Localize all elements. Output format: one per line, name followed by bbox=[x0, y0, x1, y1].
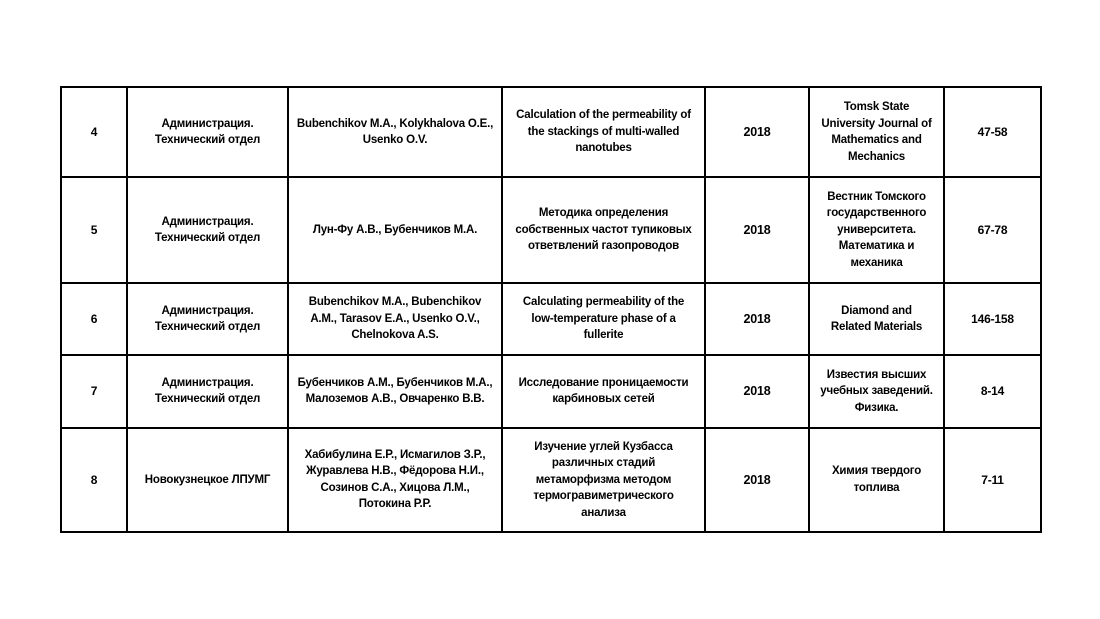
journal-line: учебных заведений. bbox=[820, 385, 933, 398]
publication-title-line: карбиновых сетей bbox=[552, 393, 655, 406]
table-row bbox=[61, 355, 1041, 427]
organization-line: Администрация. bbox=[161, 376, 254, 389]
authors-line: Chelnokova A.S. bbox=[351, 329, 439, 342]
organization-cell bbox=[127, 428, 288, 533]
table-row bbox=[61, 177, 1041, 282]
journal-line: Вестник Томского bbox=[827, 190, 926, 203]
publication-title-line: fullerite bbox=[583, 329, 624, 342]
journal-line: University Journal of bbox=[821, 117, 932, 130]
publication-title-cell bbox=[502, 428, 705, 533]
journal-line: топлива bbox=[853, 481, 900, 494]
organization-line: Новокузнецкое ЛПУМГ bbox=[144, 473, 271, 486]
publications-table-body bbox=[61, 87, 1041, 532]
authors-line: Лун-Фу А.В., Бубенчиков М.А. bbox=[312, 223, 478, 236]
publication-title-line: the stackings of multi-walled bbox=[527, 125, 680, 138]
journal-cell bbox=[809, 428, 944, 533]
publication-title-line: Calculation of the permeability of bbox=[516, 109, 691, 122]
organization-line: Администрация. bbox=[161, 117, 254, 130]
table-row bbox=[61, 87, 1041, 177]
journal-cell bbox=[809, 177, 944, 282]
publication-title-line: nanotubes bbox=[575, 142, 632, 155]
row-number-cell: 5 bbox=[61, 177, 127, 282]
journal-line: Tomsk State bbox=[843, 101, 910, 114]
publication-title-line: различных стадий bbox=[551, 457, 656, 469]
pages-cell: 8-14 bbox=[944, 355, 1041, 427]
authors-line: Малоземов А.В., Овчаренко В.В. bbox=[305, 393, 485, 406]
publication-title-line: собственных частот тупиковых bbox=[515, 223, 692, 236]
journal-line: Diamond and bbox=[841, 304, 912, 317]
authors-line: Журавлева Н.В., Фёдорова Н.И., bbox=[306, 465, 484, 478]
publication-title-line: термогравиметрического bbox=[533, 490, 674, 502]
authors-line: Bubenchikov M.A., Kolykhalova O.E., bbox=[296, 117, 494, 130]
pages-cell: 7-11 bbox=[944, 428, 1041, 533]
authors-line: Хабибулина Е.Р., Исмагилов З.Р., bbox=[304, 448, 486, 461]
authors-line: Созинов С.А., Хицова Л.М., bbox=[320, 481, 470, 494]
publication-title-line: ответвлений газопроводов bbox=[527, 240, 680, 253]
journal-line: механика bbox=[850, 256, 903, 269]
row-number-cell: 8 bbox=[61, 428, 127, 533]
year-cell: 2018 bbox=[705, 428, 809, 533]
organization-line: Администрация. bbox=[161, 215, 254, 228]
authors-cell bbox=[288, 283, 502, 355]
organization-line: Технический отдел bbox=[154, 393, 261, 406]
authors-line: Потокина Р.Р. bbox=[358, 498, 432, 511]
journal-line: Физика. bbox=[854, 401, 899, 414]
pages-cell: 67-78 bbox=[944, 177, 1041, 282]
organization-cell bbox=[127, 177, 288, 282]
authors-line: Bubenchikov M.A., Bubenchikov bbox=[308, 296, 482, 309]
organization-cell bbox=[127, 283, 288, 355]
row-number-cell: 4 bbox=[61, 87, 127, 177]
publications-table bbox=[60, 86, 1042, 533]
journal-line: Известия высших bbox=[826, 368, 927, 381]
year-cell: 2018 bbox=[705, 87, 809, 177]
publication-title-line: Изучение углей Кузбасса bbox=[534, 440, 673, 453]
journal-line: Mechanics bbox=[847, 150, 905, 163]
publication-title-line: Исследование проницаемости bbox=[518, 376, 689, 389]
organization-line: Технический отдел bbox=[154, 134, 261, 147]
journal-cell bbox=[809, 87, 944, 177]
pages-cell: 146-158 bbox=[944, 283, 1041, 355]
row-number-cell: 7 bbox=[61, 355, 127, 427]
journal-line: Химия твердого bbox=[831, 465, 922, 478]
year-cell: 2018 bbox=[705, 355, 809, 427]
publication-title-cell bbox=[502, 355, 705, 427]
publication-title-line: low-temperature phase of a bbox=[531, 312, 676, 325]
row-number-cell: 6 bbox=[61, 283, 127, 355]
journal-line: Математика и bbox=[838, 240, 915, 253]
journal-line: Related Materials bbox=[830, 321, 923, 334]
publication-title-line: Методика определения bbox=[538, 207, 669, 220]
table-row bbox=[61, 428, 1041, 533]
publication-title-cell bbox=[502, 177, 705, 282]
year-cell: 2018 bbox=[705, 283, 809, 355]
journal-line: университета. bbox=[837, 223, 916, 236]
publication-title-cell bbox=[502, 87, 705, 177]
authors-line: Бубенчиков А.М., Бубенчиков М.А., bbox=[297, 376, 493, 389]
pages-cell: 47-58 bbox=[944, 87, 1041, 177]
authors-cell bbox=[288, 177, 502, 282]
authors-cell bbox=[288, 355, 502, 427]
authors-cell bbox=[288, 87, 502, 177]
journal-line: государственного bbox=[826, 207, 927, 220]
authors-line: Usenko O.V. bbox=[362, 134, 428, 147]
table-row bbox=[61, 283, 1041, 355]
journal-line: Mathematics and bbox=[831, 134, 922, 147]
publication-title-line: метаморфизма методом bbox=[535, 473, 672, 486]
year-cell: 2018 bbox=[705, 177, 809, 282]
authors-cell bbox=[288, 428, 502, 533]
journal-cell bbox=[809, 283, 944, 355]
organization-cell bbox=[127, 87, 288, 177]
organization-line: Технический отдел bbox=[154, 321, 261, 334]
authors-line: A.M., Tarasov E.A., Usenko O.V., bbox=[310, 312, 480, 325]
organization-cell bbox=[127, 355, 288, 427]
publication-title-line: анализа bbox=[581, 506, 626, 519]
publication-title-cell bbox=[502, 283, 705, 355]
publication-title-line: Calculating permeability of the bbox=[522, 296, 685, 309]
organization-line: Технический отдел bbox=[154, 232, 261, 245]
journal-cell bbox=[809, 355, 944, 427]
organization-line: Администрация. bbox=[161, 304, 254, 317]
